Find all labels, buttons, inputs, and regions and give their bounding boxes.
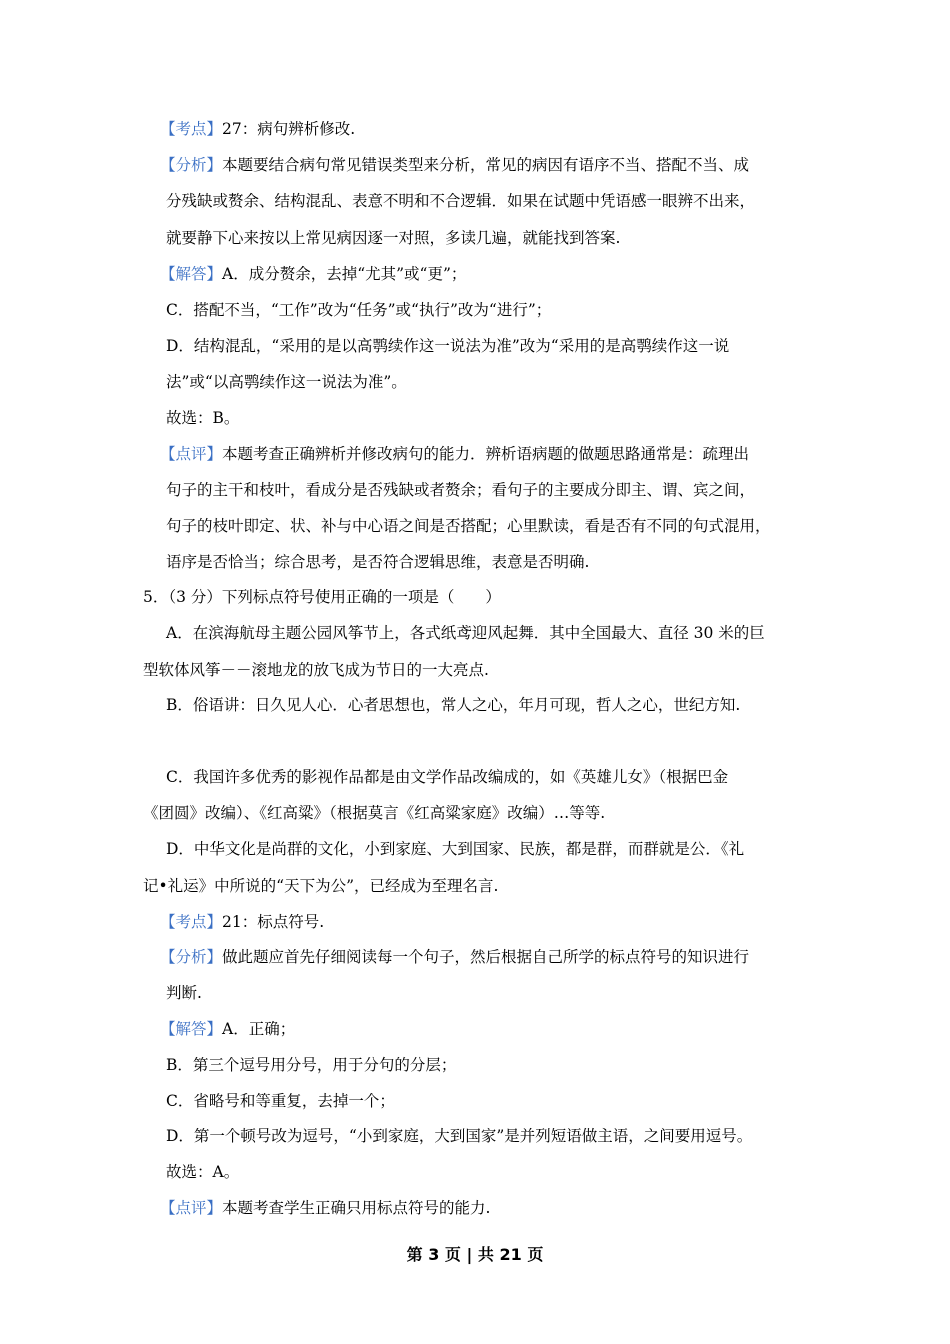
- q4-fenxi: [160, 154, 749, 176]
- q5-fenxi-text: 做此题应首先仔细阅读每一个句子，然后根据自己所学的标点符号的知识进行: [222, 948, 750, 966]
- q4-fenxi-cont-1: 分残缺或赘余、结构混乱、表意不明和不合逻辑．如果在试题中凭语感一眼辨不出来，: [166, 192, 756, 210]
- q5-option-c: C．我国许多优秀的影视作品都是由文学作品改编成的，如《英雄儿女》（根据巴金: [166, 768, 729, 786]
- q4-fenxi-cont-2: 就要静下心来按以上常见病因逐一对照，多读几遍，就能找到答案.: [166, 229, 621, 247]
- tag-jieda: 【解答】: [160, 1020, 223, 1038]
- q5-kaodian: [160, 911, 324, 933]
- q5-jieda-line-3: D．第一个顿号改为逗号，“小到家庭，大到国家”是并列短语做主语，之间要用逗号。: [166, 1127, 753, 1145]
- q5-jieda-text: A．正确；: [222, 1020, 296, 1038]
- q4-dianping-cont-1: 句子的主干和枝叶，看成分是否残缺或者赘余；看句子的主要成分即主、谓、宾之间，: [166, 481, 756, 499]
- q5-dianping: [160, 1197, 490, 1219]
- tag-fenxi: 【分析】: [160, 948, 223, 966]
- q5-option-c-cont: 《团圆》改编）、《红高粱》（根据莫言《红高粱家庭》改编）…等等.: [143, 804, 606, 822]
- page-footer: 第 3 页 | 共 21 页: [406, 1245, 544, 1264]
- q4-jieda-line-3: 法”或“以高鹗续作这一说法为准”。: [166, 373, 407, 391]
- tag-jieda: 【解答】: [160, 265, 223, 283]
- q5-fenxi: [160, 946, 749, 968]
- q4-jieda-line-4: 故选：B。: [166, 409, 240, 427]
- q5-option-b: B．俗语讲：日久见人心．心者思想也，常人之心，年月可现，哲人之心，世纪方知.: [166, 696, 741, 714]
- q5-jieda-line-1: B．第三个逗号用分号，用于分句的分层；: [166, 1056, 457, 1074]
- q4-jieda: [160, 263, 466, 285]
- q5-jieda-line-4: 故选：A。: [166, 1163, 240, 1181]
- q4-jieda-line-1: C．搭配不当，“工作”改为“任务”或“执行”改为“进行”；: [166, 301, 552, 319]
- tag-dianping: 【点评】: [160, 445, 223, 463]
- q4-kaodian: [160, 118, 355, 140]
- q5-option-d-cont: 记•礼运》中所说的“天下为公”，已经成为至理名言.: [143, 877, 499, 895]
- q4-jieda-line-2: D．结构混乱，“采用的是以高鹗续作这一说法为准”改为“采用的是高鹗续作这一说: [166, 337, 730, 355]
- q5-option-d: D．中华文化是尚群的文化，小到家庭、大到国家、民族，都是群，而群就是公．《礼: [166, 840, 745, 858]
- q4-dianping: [160, 443, 749, 465]
- q5-stem: 5．（3 分）下列标点符号使用正确的一项是（ ）: [143, 588, 501, 606]
- q5-kaodian-text: 21：标点符号.: [222, 913, 325, 931]
- q4-dianping-cont-3: 语序是否恰当；综合思考，是否符合逻辑思维，表意是否明确.: [166, 553, 590, 571]
- q4-fenxi-text: 本题要结合病句常见错误类型来分析，常见的病因有语序不当、搭配不当、成: [222, 156, 750, 174]
- q5-option-a: A．在滨海航母主题公园风筝节上，各式纸鸢迎风起舞．其中全国最大、直径 30 米的巨: [166, 624, 765, 642]
- q5-fenxi-cont-1: 判断.: [166, 984, 202, 1002]
- q4-dianping-cont-2: 句子的枝叶即定、状、补与中心语之间是否搭配；心里默读，看是否有不同的句式混用，: [166, 517, 771, 535]
- q4-dianping-text: 本题考查正确辨析并修改病句的能力．辨析语病题的做题思路通常是：疏理出: [222, 445, 750, 463]
- tag-dianping: 【点评】: [160, 1199, 223, 1217]
- tag-fenxi: 【分析】: [160, 156, 223, 174]
- q5-jieda-line-2: C．省略号和等重复，去掉一个；: [166, 1092, 395, 1110]
- q5-dianping-text: 本题考查学生正确只用标点符号的能力.: [222, 1199, 491, 1217]
- q4-jieda-text: A．成分赘余，去掉“尤其”或“更”；: [222, 265, 467, 283]
- tag-kaodian: 【考点】: [160, 913, 223, 931]
- q5-jieda: [160, 1018, 295, 1040]
- q5-option-a-cont: 型软体风筝－－滚地龙的放飞成为节日的一大亮点.: [143, 661, 489, 679]
- tag-kaodian: 【考点】: [160, 120, 223, 138]
- q4-kaodian-text: 27：病句辨析修改.: [222, 120, 356, 138]
